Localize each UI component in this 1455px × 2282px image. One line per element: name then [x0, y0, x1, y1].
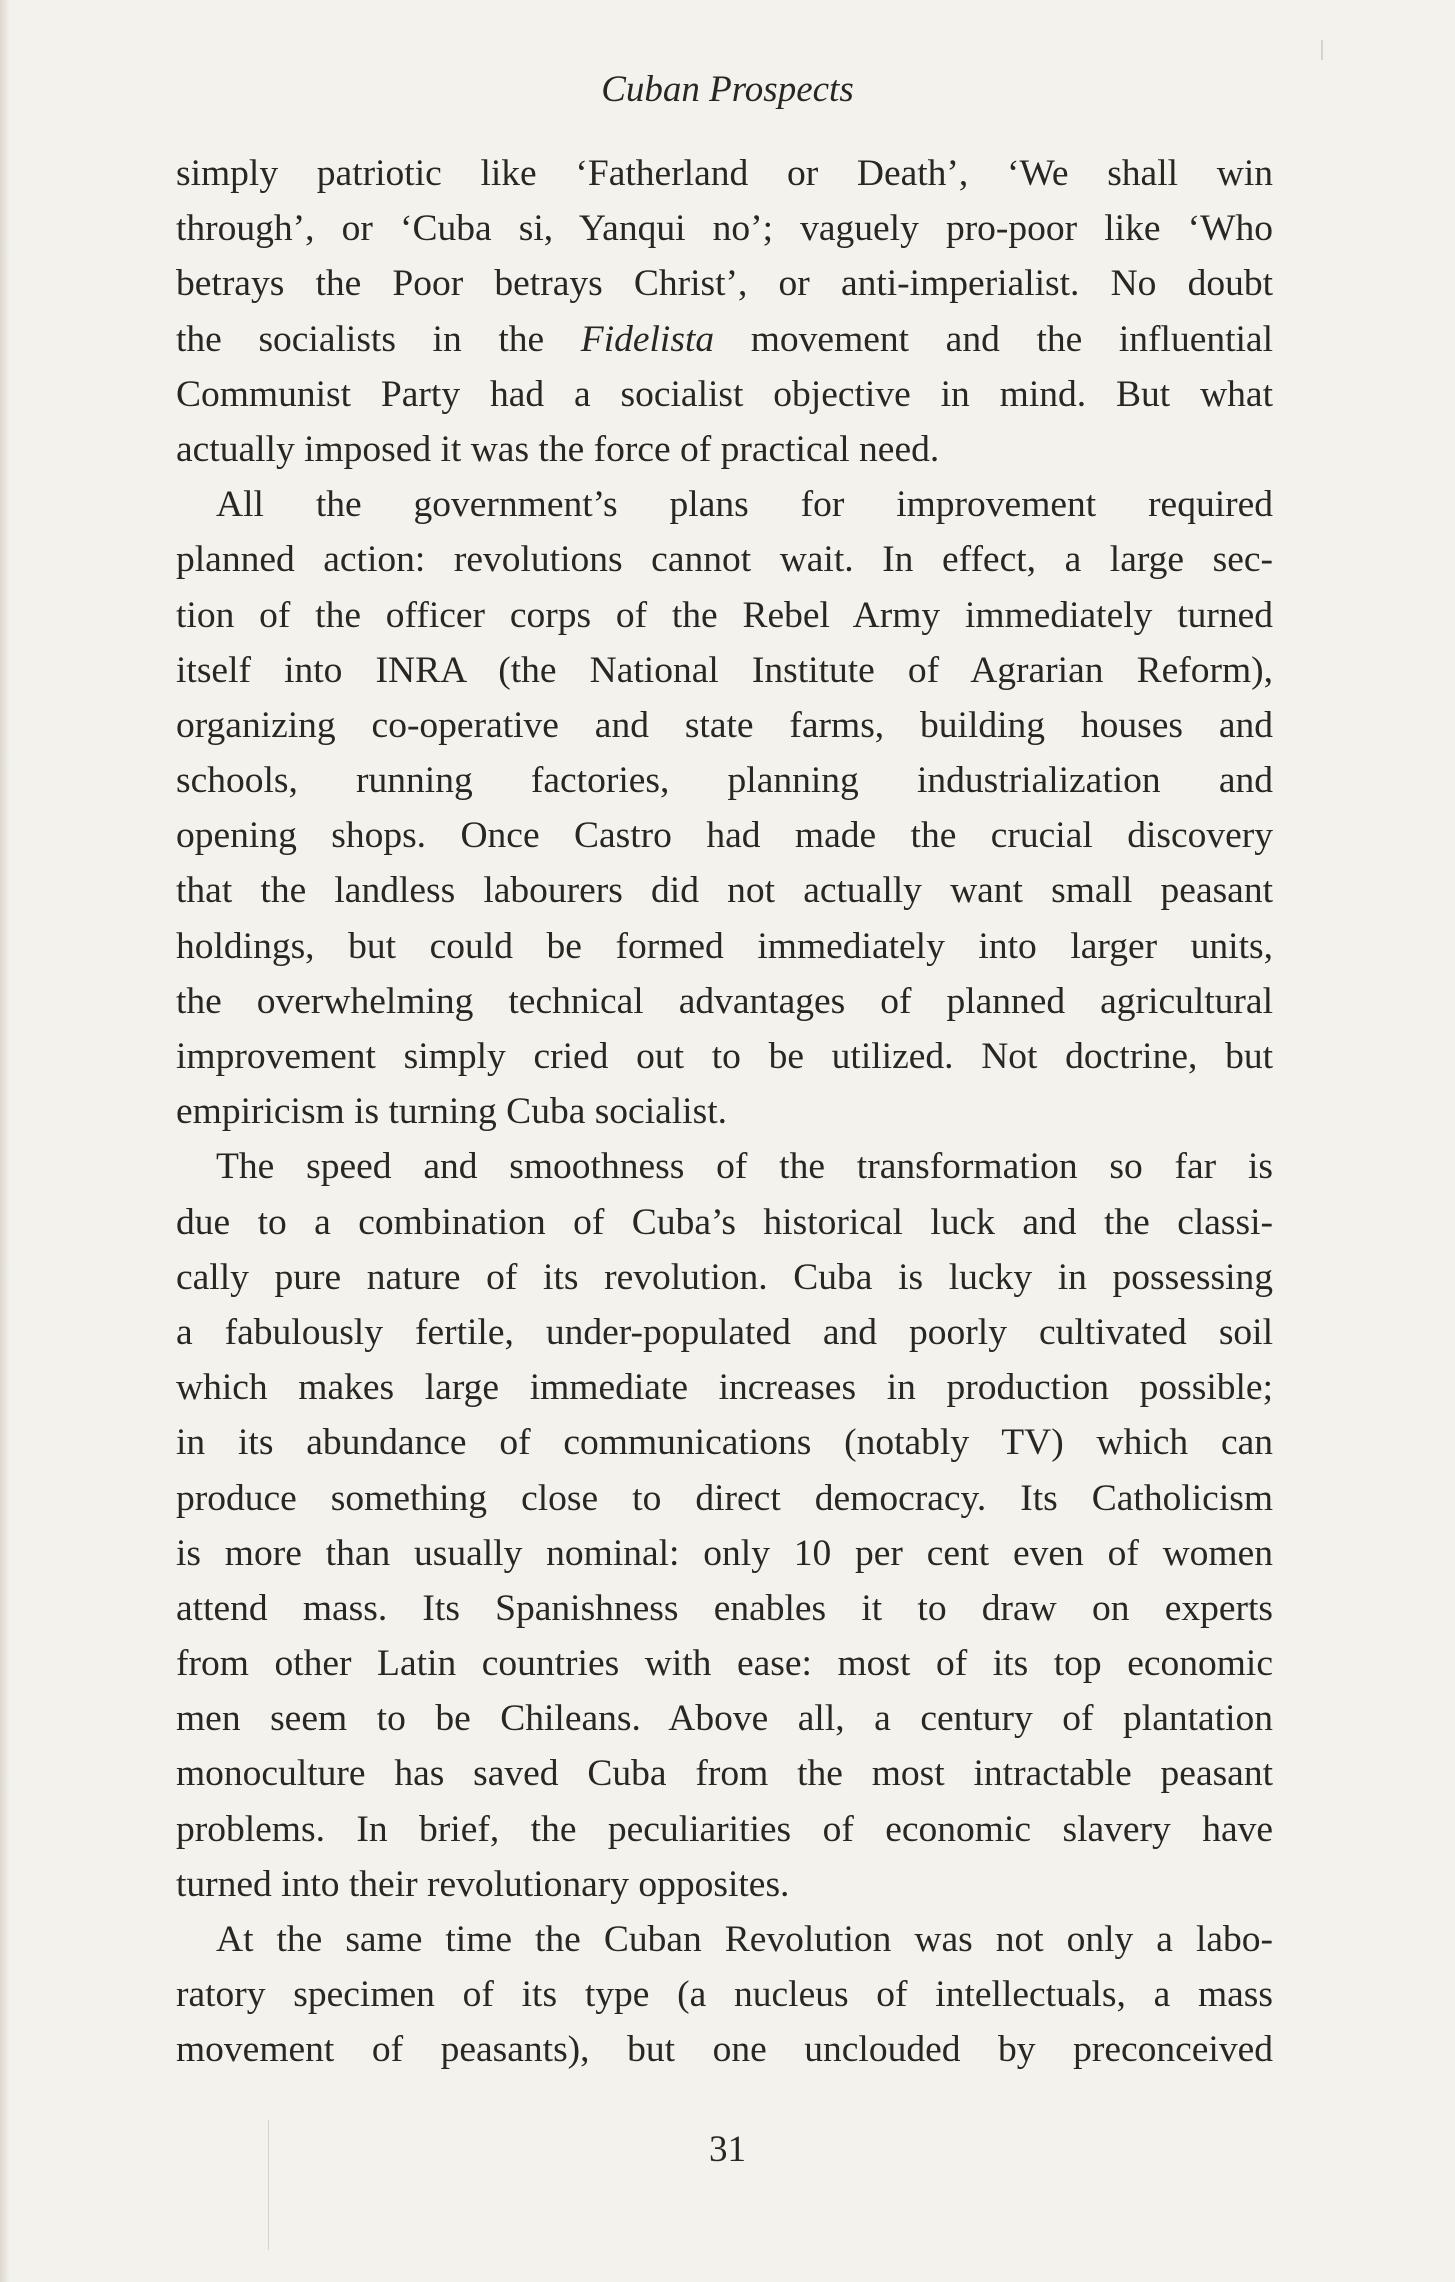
text-line: due to a combination of Cuba’s historical luck and the classi- [176, 1201, 1273, 1243]
text-line: produce something close to direct democracy. Its Catholicism [176, 1477, 1273, 1519]
paper-speck [1321, 40, 1323, 60]
running-head: Cuban Prospects [601, 69, 854, 110]
text-line: At the same time the Cuban Revolution was not only a labo- [216, 1919, 1273, 1960]
text-line: The speed and smoothness of the transformation so far is [216, 1146, 1273, 1188]
text-line: itself into INRA (the National Institute of Agrarian Reform), [176, 649, 1273, 691]
page-number: 31 [709, 2129, 746, 2170]
text-line: organizing co-operative and state farms, building houses and [176, 704, 1273, 746]
text-line: improvement simply cried out to be utilized. Not doctrine, but [176, 1036, 1273, 1077]
text-line: tion of the officer corps of the Rebel Army immediately turned [176, 594, 1273, 636]
text-line: planned action: revolutions cannot wait. In effect, a large sec- [176, 539, 1273, 581]
text-line: All the government’s plans for improvement required [216, 484, 1273, 526]
text-line: is more than usually nominal: only 10 per cent even of women [176, 1532, 1273, 1574]
binding-edge [0, 0, 10, 2282]
text-line: monoculture has saved Cuba from the most intractable peasant [176, 1753, 1273, 1795]
text-line: holdings, but could be formed immediately into larger units, [176, 925, 1273, 967]
text-segment: movement and the influential [714, 318, 1273, 360]
text-line: betrays the Poor betrays Christ’, or anti-imperialist. No doubt [176, 263, 1273, 305]
text-line: from other Latin countries with ease: most of its top economic [176, 1643, 1273, 1685]
text-line: through’, or ‘Cuba si, Yanqui no’; vaguely pro-poor like ‘Who [176, 208, 1273, 250]
text-line: problems. In brief, the peculiarities of economic slavery have [176, 1808, 1273, 1850]
text-line: in its abundance of communications (notably TV) which can [176, 1422, 1273, 1464]
text-line: a fabulously fertile, under-populated and poorly cultivated soil [176, 1311, 1273, 1353]
text-line: Communist Party had a socialist objective in mind. But what [176, 373, 1273, 415]
text-line: cally pure nature of its revolution. Cuba is lucky in possessing [176, 1256, 1273, 1298]
emphasis: Fidelista [580, 318, 715, 360]
text-segment: the socialists in the [176, 318, 581, 360]
text-line: empiricism is turning Cuba socialist. [176, 1091, 727, 1133]
text-line: the overwhelming technical advantages of planned agricultural [176, 980, 1273, 1022]
text-line: turned into their revolutionary opposites. [176, 1863, 790, 1905]
text-line: schools, running factories, planning industrialization and [176, 760, 1273, 802]
text-line: opening shops. Once Castro had made the crucial discovery [176, 815, 1273, 857]
text-line: actually imposed it was the force of practical need. [176, 428, 940, 470]
text-line: ratory specimen of its type (a nucleus of intellectuals, a mass [176, 1974, 1273, 2016]
text-line: which makes large immediate increases in production possible; [176, 1367, 1273, 1409]
text-line: that the landless labourers did not actually want small peasant [176, 870, 1273, 912]
text-line: movement of peasants), but one unclouded by preconceived [176, 2029, 1273, 2071]
body-text [176, 146, 1273, 2078]
text-line: simply patriotic like ‘Fatherland or Death’, ‘We shall win [176, 153, 1273, 194]
text-line: attend mass. Its Spanishness enables it to draw on experts [176, 1587, 1273, 1629]
text-line [176, 312, 1273, 367]
text-line: men seem to be Chileans. Above all, a century of plantation [176, 1698, 1273, 1740]
